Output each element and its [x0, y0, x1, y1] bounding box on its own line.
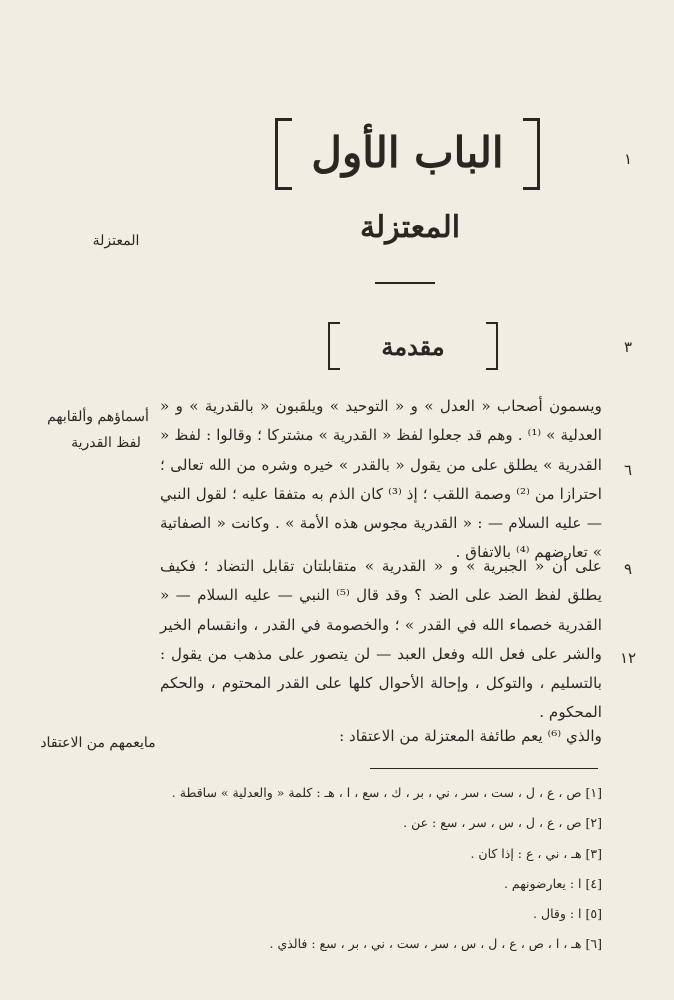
- footnote: [٦] هـ ، ا ، ص ، ع ، ل ، س ، سر ، ست ، ني ، بر ، سع : فالذي .: [269, 936, 602, 952]
- line-number: ٦: [623, 461, 633, 479]
- section-heading: [328, 322, 498, 370]
- footnote: [٣] هـ ، ني ، ع : إذا كان .: [470, 845, 602, 861]
- right-bracket: [486, 322, 498, 370]
- line-number: ١: [623, 150, 633, 168]
- line-number: ٣: [623, 338, 633, 356]
- margin-note: أسماؤهم وألقابهم: [47, 409, 149, 425]
- footnotes: [165, 778, 602, 960]
- left-bracket: [275, 118, 292, 190]
- body-paragraph: ويسمون أصحاب « العدل » و « التوحيد » ويلقبون « بالقدرية » و « العدلية » ⁽¹⁾ . وهم قد جعلوا لفظ « القدرية » مشتركا ؛ وقالوا : لفظ « القدرية » يطلق على من يقول « بالقدر » خيره وشره من الله تعالى ؛ احترازا من ⁽²⁾ وصمة اللقب ؛ إذ ⁽³⁾ كان الذم به متفقا عليه ؛ لقول النبي — عليه السلام — : « القدرية مجوس هذه الأمة » . وكانت « الصفاتية » تعارضهم ⁽⁴⁾ بالاتفاق .: [160, 397, 602, 562]
- body-paragraph: والذي ⁽⁶⁾ يعم طائفة المعتزلة من الاعتقاد :: [339, 727, 602, 745]
- left-bracket: [328, 322, 340, 370]
- section-title: مقدمة: [381, 331, 445, 361]
- margin-note: لفظ القدرية: [71, 435, 141, 451]
- body-paragraph: على أن « الجبرية » و « القدرية » متقابلتان تقابل التضاد ؛ فكيف يطلق لفظ الضد على الضد ؟ وقد قال ⁽⁵⁾ النبي — عليه السلام — « القدرية خصماء الله في القدر » ؛ والخصومة في القدر ، وانقسام الخير والشر على فعل الله وفعل العبد — لن يتصور على مذهب من يقول : بالتسليم ، والتوكل ، وإحالة الأحوال كلها على القدر المحتوم ، والحكم المحكوم .: [160, 557, 602, 722]
- line-number: ١٢: [619, 649, 637, 667]
- footnote: [٤] ا : يعارضونهم .: [503, 875, 602, 891]
- footnote-divider: [370, 768, 598, 769]
- footnote: [٥] ا : وقال .: [533, 906, 602, 922]
- line-number: ٩: [623, 560, 633, 578]
- subtitle-divider: [375, 282, 435, 284]
- chapter-title: الباب الأول: [311, 127, 504, 177]
- margin-note: المعتزلة: [92, 233, 140, 249]
- footnote: [٢] ص ، ع ، ل ، س ، سر ، سع : عن .: [403, 815, 602, 831]
- chapter-heading: [275, 118, 540, 186]
- footnote: [١] ص ، ع ، ل ، ست ، سر ، ني ، بر ، ك ، سع ، ا ، هـ : كلمة « والعدلية » ساقطة .: [171, 785, 602, 800]
- margin-note: مايعمهم من الاعتقاد: [40, 735, 156, 751]
- right-bracket: [523, 118, 540, 190]
- chapter-subtitle: المعتزلة: [359, 210, 461, 245]
